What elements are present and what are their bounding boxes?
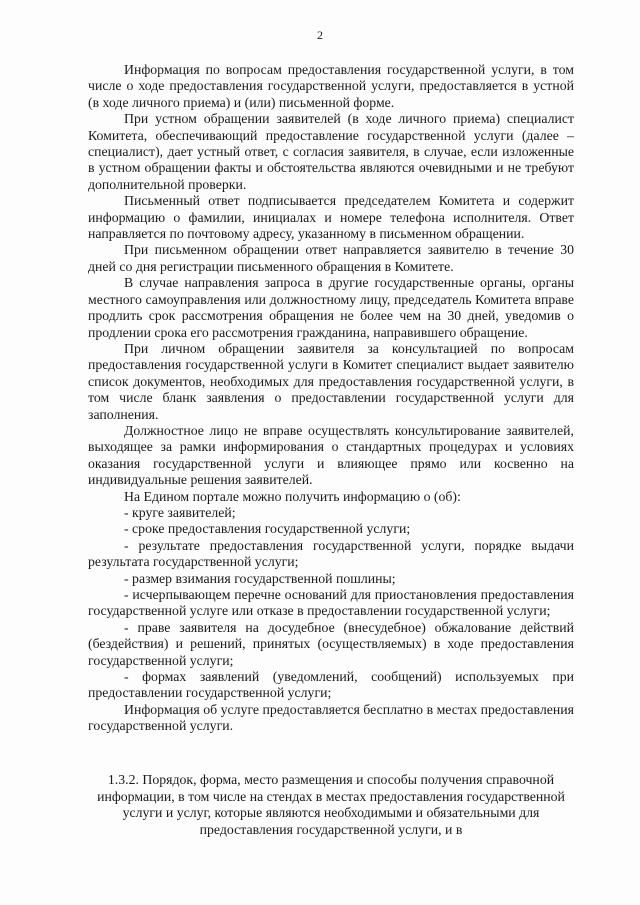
document-body — [88, 62, 574, 735]
paragraph-term-extension: В случае направления запроса в другие государственные органы, органы местного самоуправления или должностному лицу, председатель Комитета вправе продлить срок рассмотрения обращения не более чем на 30 дней, уведомив о продлении срока его рассмотрения гражданина, направившего обращение. — [88, 275, 574, 340]
list-item: - сроке предоставления государственной услуги; — [124, 521, 411, 537]
list-item: - формах заявлений (уведомлений, сообщений) используемых при предоставлении государственной услуги; — [88, 669, 574, 701]
list-item: - круге заявителей; — [124, 504, 236, 520]
paragraph-free-of-charge: Информация об услуге предоставляется бесплатно в местах предоставления государственной услуги. — [88, 701, 574, 734]
paragraph-written-answer: Письменный ответ подписывается председателем Комитета и содержит информацию о фамилии, инициалах и номере телефона исполнителя. Ответ направляется по почтовому адресу, указанному в письменном обращении. — [88, 193, 574, 242]
list-item: - исчерпывающем перечне оснований для приостановления предоставления государственной услуге или отказе в предоставлении государственной услуги; — [88, 587, 574, 619]
list-item: - размер взимания государственной пошлины; — [124, 570, 396, 586]
page-number: 2 — [317, 28, 323, 42]
list-item: - праве заявителя на досудебное (внесудебное) обжалование действий (бездействия) и решений, принятых (осуществляемых) в ходе предоставления государственной услуги; — [88, 619, 574, 668]
paragraph-info-forms: Информация по вопросам предоставления государственной услуги, в том числе о ходе предоставления государственной услуги, предоставляется в устной (в ходе личного приема) и (или) письменной форме. — [88, 62, 574, 110]
section-heading: 1.3.2. Порядок, форма, место размещения и способы получения справочной информации, в том числе на стендах в местах предоставления государственной услуги и услуг, которые являются необходимыми и обязательными для предоставления государственной услуги, и в — [97, 772, 565, 837]
list-item: - результате предоставления государственной услуги, порядке выдачи результата государственной услуги; — [88, 537, 574, 570]
paragraph-personal-consultation: При личном обращении заявителя за консультацией по вопросам предоставления государственной услуги в Комитет специалист выдает заявителю список документов, необходимых для предоставления государственной услуги, в том числе бланк заявления о предоставлении государственной услуги для заполнения. — [88, 340, 574, 422]
paragraph-response-term: При письменном обращении ответ направляется заявителю в течение 30 дней со дня регистрации письменного обращения в Комитете. — [88, 242, 574, 274]
paragraph-oral-request: При устном обращении заявителей (в ходе личного приема) специалист Комитета, обеспечивающий предоставление государственной услуги (далее – специалист), дает устный ответ, с согласия заявителя, в случае, если изложенные в устном обращении факты и обстоятельства являются очевидными и не требуют дополнительной проверки. — [88, 111, 574, 192]
paragraph-consultation-limits: Должностное лицо не вправе осуществлять консультирование заявителей, выходящее за рамки информирования о стандартных процедурах и условиях оказания государственной услуги и влияющее прямо или косвенно на индивидуальные решения заявителей. — [88, 422, 574, 488]
paragraph-portal-info: На Едином портале можно получить информацию о (об): — [124, 488, 461, 504]
